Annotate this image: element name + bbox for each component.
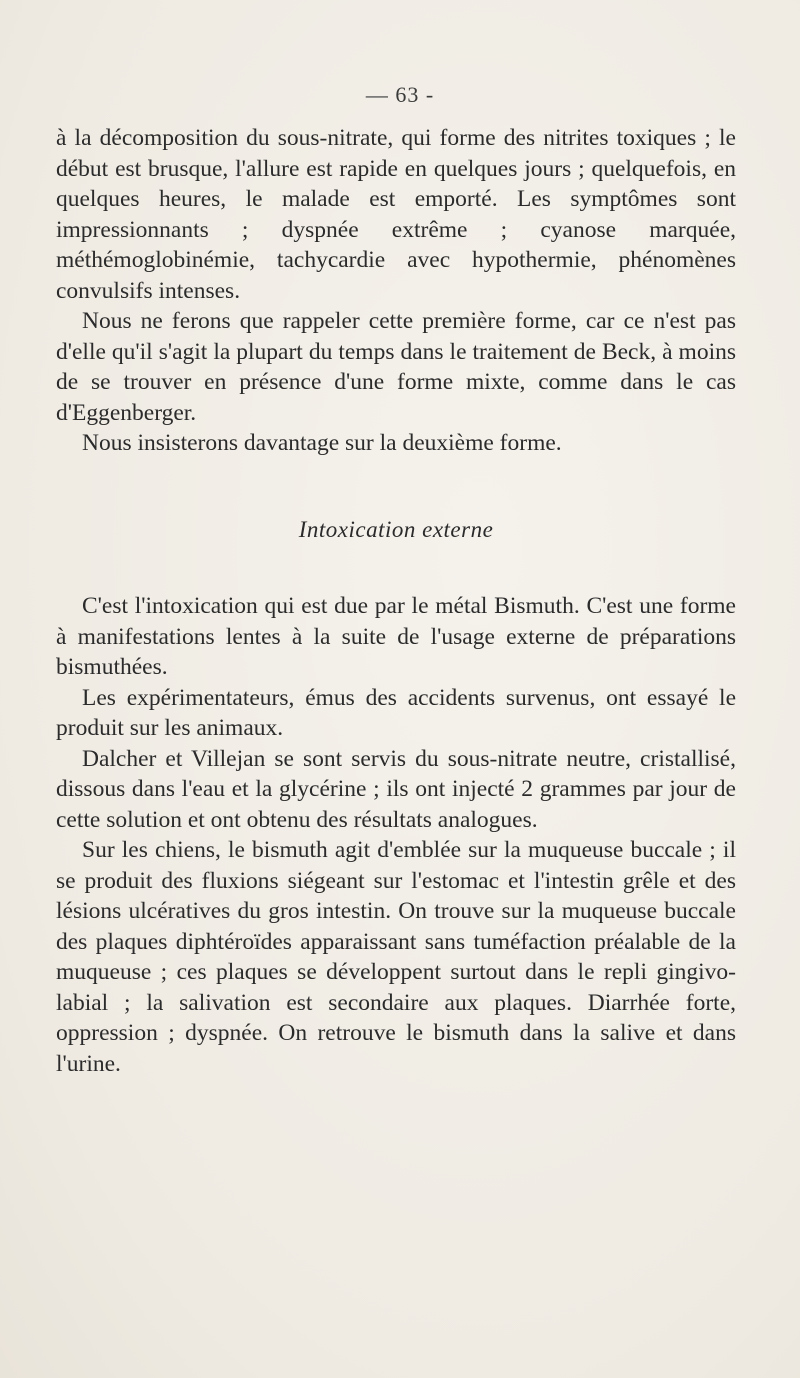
paragraph-dalcher-villejan: Dalcher et Villejan se sont servis du sous-nitrate neutre, cristallisé, dissous dans l'eau et la glycérine ; ils ont injecté 2 grammes par jour de cette solution et ont obtenu des résultats analogues. bbox=[56, 745, 736, 833]
body-text bbox=[56, 123, 736, 1079]
paragraph-first-form: Nous ne ferons que rappeler cette première forme, car ce n'est pas d'elle qu'il s'agit la plupart du temps dans le traitement de Beck, à moins de se trouver en présence d'une forme mixte, comme dans le cas d'Eggenberger. bbox=[56, 308, 736, 426]
paragraph-decomposition: à la décomposition du sous-nitrate, qui forme des nitrites toxiques ; le début est brusque, l'allure est rapide en quelques jours ; quelquefois, en quelques heures, le malade est emporté. Les symptômes sont impressionnants ; dyspnée extrême ; cyanose marquée, méthémoglobinémie, tachycardie avec hypothermie, phénomènes convulsifs intenses. bbox=[56, 125, 736, 304]
paragraph-second-form: Nous insisterons davantage sur la deuxième forme. bbox=[82, 430, 562, 456]
page-number: — 63 - bbox=[365, 82, 435, 107]
paragraph-intoxication-definition: C'est l'intoxication qui est due par le métal Bismuth. C'est une forme à manifestations lentes à la suite de l'usage externe de préparations bismuthées. bbox=[56, 593, 736, 680]
paragraph-dogs: Sur les chiens, le bismuth agit d'emblée sur la muqueuse buccale ; il se produit des fluxions siégeant sur l'estomac et l'intestin grêle et des lésions ulcératives du gros intestin. On trouve sur la muqueuse buccale des plaques diphtéroïdes apparaissant sans tuméfaction préalable de la muqueuse ; ces plaques se développent surtout dans le repli gingivo-labial ; la salivation est secondaire aux plaques. Diarrhée forte, oppression ; dyspnée. On retrouve le bismuth dans la salive et dans l'urine. bbox=[56, 837, 736, 1077]
paragraph-experimenters: Les expérimentateurs, émus des accidents survenus, ont essayé le produit sur les animaux. bbox=[56, 684, 736, 741]
section-title: Intoxication externe bbox=[298, 516, 494, 542]
